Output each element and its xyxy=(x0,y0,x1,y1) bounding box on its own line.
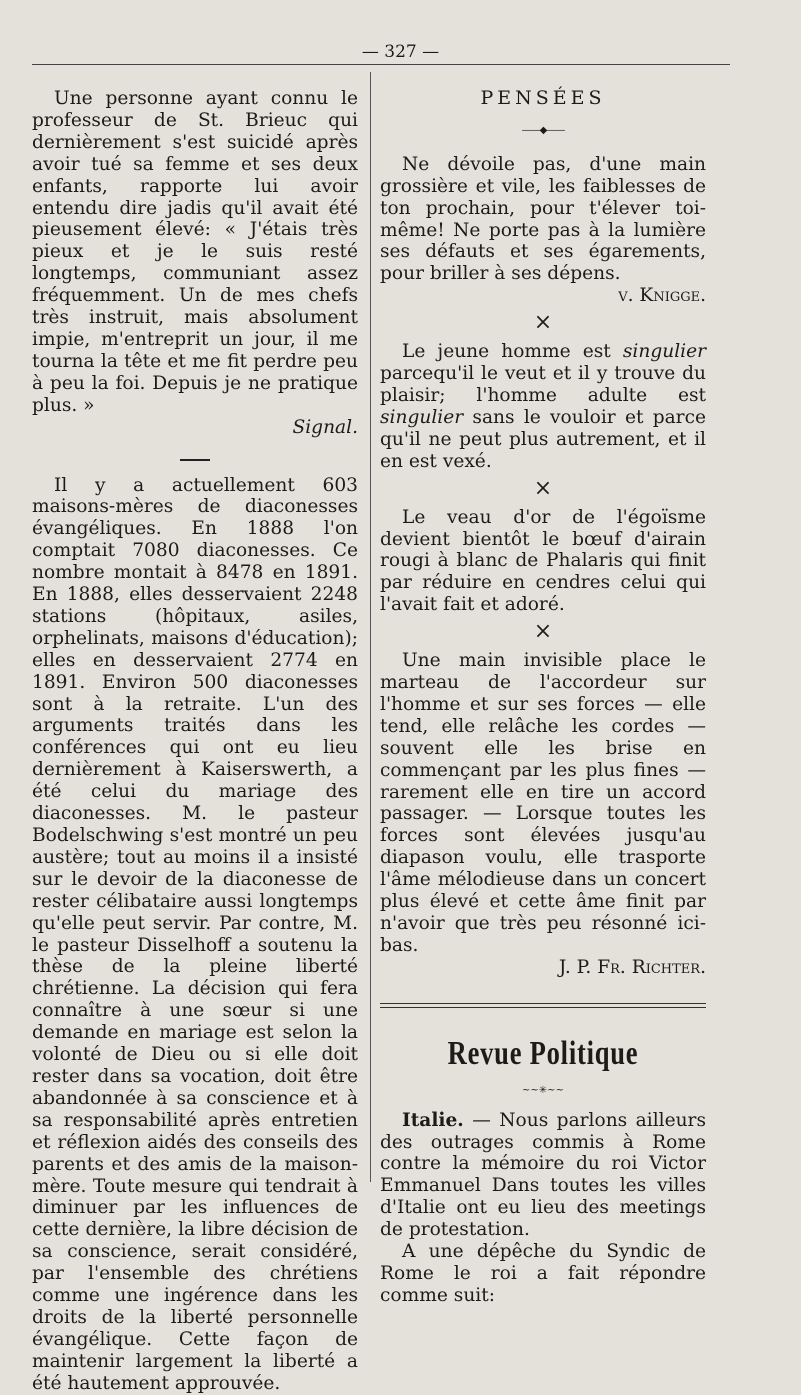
author-richter: J. P. Fr. Richter. xyxy=(558,956,706,978)
cross-separator-3: × xyxy=(533,619,553,645)
depeche-paragraph: A une dépêche du Syndic de Rome le roi a fait répondre comme suit: xyxy=(380,1241,706,1306)
italie-text: — Nous parlons ailleurs des outrages commis à Rome contre la mémoire du roi Victor Emmanuel Dans toutes les villes d'Italie ont eu lieu des meetings de protestation. xyxy=(380,1109,706,1241)
article-separator xyxy=(180,459,210,461)
section-rule xyxy=(380,1003,706,1008)
cross-separator-2: × xyxy=(533,475,553,501)
thought-singulier-c: sans le vouloir et parce qu'il ne peut plus autrement, et il en est vexé. xyxy=(380,406,706,472)
emphasis-singulier-1: singulier xyxy=(622,341,706,363)
cross-separator-1: × xyxy=(533,310,553,336)
thought-singulier-a: Le jeune homme est xyxy=(402,341,623,363)
diaconesses-article: Il y a actuellement 603 maisons-mères de diaconesses évangéliques. En 1888 l'on comptait 7080 diaconesses. Ce nombre montait à 8478 en 1891. En 1888, elles desservaient 2248 stations (hôpitaux, asiles, orphelinats, maisons d'éducation); elles en desservaient 2774 en 1891. Environ 500 diaconesses sont à la retraite. L'un des arguments traités dans les conférences qui ont eu lieu dernièrement à Kaiserswerth, a été celui du mariage des diaconesses. M. le pasteur Bodelschwing s'est montré un peu austère; tout au moins il a insisté sur le devoir de la diaconesse de rester célibataire aussi longtemps qu'elle peut servir. Par contre, M. le pasteur Disselhoff a soutenu la thèse de la pleine liberté chrétienne. La décision qui fera connaître à une sœur si une demande en mariage est selon la volonté de Dieu ou si elle doit rester dans sa vocation, doit être abandonnée à sa conscience et à sa responsabilité après entretien et réflexion aidés des conseils des parents et des amis de la maison-mère. Toute mesure qui tendrait à diminuer par les influences de cette dernière, la libre décision de sa conscience, serait considéré, par l'ensemble des chrétiens comme une ingérence dans les droits de la liberté personnelle évangélique. Cette façon de maintenir largement la liberté a été hautement approuvée. xyxy=(32,474,358,1394)
thought-veau-dor: Le veau d'or de l'égoïsme devient bientôt le bœuf d'airain rougi à blanc de Phalaris qui finit par réduire en cendres celui qui l'avait fait et adoré. xyxy=(380,506,706,616)
thought-singulier xyxy=(380,341,706,472)
section-ornament: ~~✳~~ xyxy=(522,1084,564,1096)
suicide-article: Une personne ayant connu le professeur de St. Brieuc qui dernièrement s'est suicidé après avoir tué sa femme et ses deux enfants, rapporte lui avoir entendu dire jadis qu'il avait été pieusement élevé: « J'étais très pieux et je le suis resté longtemps, communiant assez fréquemment. Un de mes chefs très instruit, mais absolument impie, m'entreprit un jour, il me tourna la tête et me fit perdre peu à peu la foi. Depuis je ne pratique plus. » xyxy=(32,88,358,416)
pensees-heading: PENSÉES xyxy=(480,87,606,109)
article-source: Signal. xyxy=(292,416,358,438)
right-column xyxy=(380,88,706,1307)
emphasis-singulier-2: singulier xyxy=(380,406,464,428)
italie-paragraph xyxy=(380,1110,706,1241)
author-knigge: v. Knigge. xyxy=(618,285,706,307)
thought-knigge: Ne dévoile pas, d'une main grossière et vile, les faiblesses de ton prochain, pour t'élever toi-même! Ne porte pas à la lumière ses défauts et ses égarements, pour briller à ses dépens. xyxy=(380,153,706,285)
italie-label: Italie. xyxy=(402,1109,464,1131)
revue-politique-heading: Revue Politique xyxy=(447,1034,639,1072)
ornament-divider: ——◆—— xyxy=(521,124,565,136)
page-number: — 327 — xyxy=(361,42,440,62)
thought-singulier-b: parcequ'il le veut et il y trouve du plaisir; l'homme adulte est xyxy=(380,363,706,406)
column-divider xyxy=(370,72,371,1182)
top-rule xyxy=(32,64,730,65)
thought-main-invisible: Une main invisible place le marteau de l'accordeur sur l'homme et sur ses forces — elle tend, elle relâche les cordes — souvent elle les brise en commençant par les plus fines — rarement elle en tire un accord passager. — Lorsque toutes les forces sont élevées jusqu'au diapason voulu, elle trasporte l'âme mélodieuse dans un concert plus élevé et cette âme finit par n'avoir que très peu résonné ici-bas. xyxy=(380,650,706,956)
left-column xyxy=(32,88,358,1395)
